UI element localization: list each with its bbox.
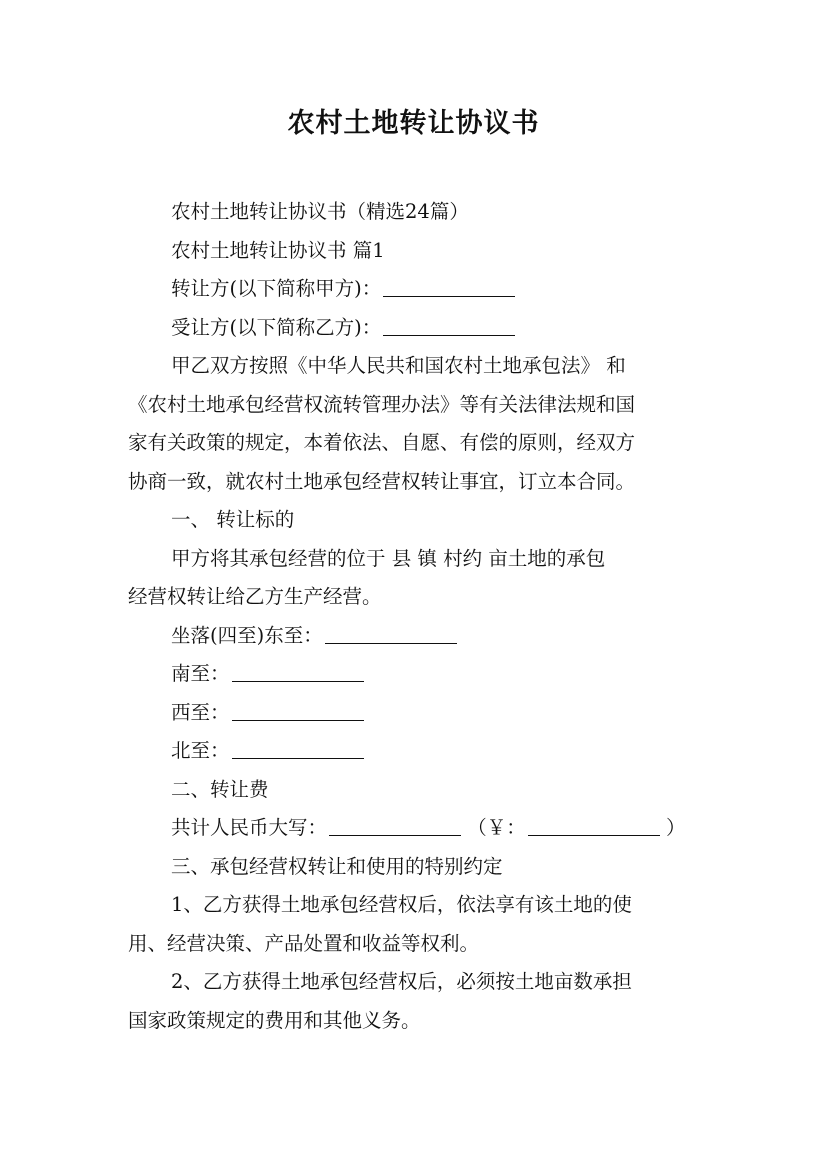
east-boundary-line — [128, 617, 708, 656]
south-label: 南至： — [171, 662, 230, 685]
document-body — [128, 193, 708, 1040]
transferor-line — [128, 270, 708, 309]
paragraph-line: 用、经营决策、产品处置和收益等权利。 — [128, 931, 480, 955]
document-title: 农村土地转让协议书 — [287, 108, 540, 139]
paragraph-line: 《农村土地承包经营权流转管理办法》等有关法律法规和国 — [128, 392, 636, 416]
transferor-label: 转让方(以下简称甲方)： — [171, 277, 382, 300]
paragraph-line: 国家政策规定的费用和其他义务。 — [128, 1008, 421, 1032]
paragraph-line: 经营权转让给乙方生产经营。 — [128, 585, 382, 608]
fee-close: ） — [665, 816, 686, 839]
blank-field — [232, 736, 364, 759]
north-boundary-line — [128, 732, 708, 771]
west-label: 西至： — [171, 700, 230, 724]
east-label: 坐落(四至)东至： — [171, 623, 323, 647]
south-boundary-line — [128, 655, 708, 694]
paragraph-line: 甲方将其承包经营的位于 县 镇 村约 亩土地的承包 — [171, 546, 606, 570]
text-line: 农村土地转让协议书（精选24篇） — [171, 200, 469, 223]
section-heading: 一、 转让标的 — [171, 508, 295, 531]
fee-label: 共计人民币大写： — [171, 816, 328, 839]
blank-field — [329, 813, 461, 836]
fee-yuan-label: （￥： — [467, 816, 526, 839]
north-label: 北至： — [171, 739, 230, 762]
blank-field — [325, 621, 457, 644]
section-heading: 二、转让费 — [171, 777, 269, 801]
blank-field — [232, 659, 364, 682]
blank-field — [528, 813, 660, 836]
paragraph-line: 1、乙方获得土地承包经营权后，依法享有该土地的使 — [171, 893, 632, 916]
paragraph-line: 家有关政策的规定，本着依法、自愿、有偿的原则，经双方 — [128, 431, 636, 454]
paragraph-line: 甲乙双方按照《中华人民共和国农村土地承包法》 和 — [171, 354, 626, 377]
west-boundary-line — [128, 694, 708, 733]
fee-line — [128, 809, 708, 848]
section-heading: 三、承包经营权转让和使用的特别约定 — [171, 854, 503, 878]
blank-field — [383, 274, 515, 297]
paragraph-line: 协商一致，就农村土地承包经营权转让事宜，订立本合同。 — [128, 469, 636, 493]
transferee-label: 受让方(以下简称乙方)： — [171, 315, 382, 339]
blank-field — [232, 698, 364, 721]
blank-field — [383, 313, 515, 336]
transferee-line — [128, 309, 708, 348]
text-line: 农村土地转让协议书 篇1 — [171, 238, 385, 262]
paragraph-line: 2、乙方获得土地承包经营权后，必须按土地亩数承担 — [171, 970, 632, 993]
